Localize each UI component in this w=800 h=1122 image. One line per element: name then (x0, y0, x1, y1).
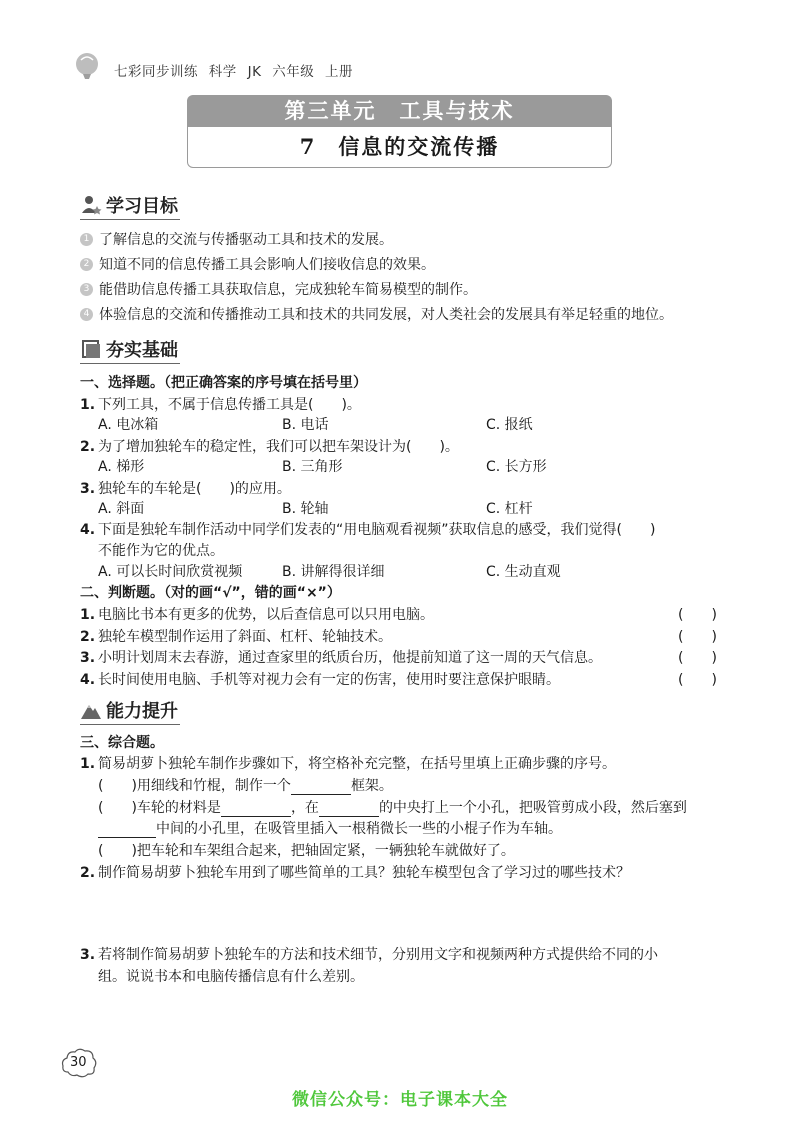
goal-number: 3 (80, 283, 93, 296)
judge-text: 小明计划周末去春游，通过查家里的纸质台历，他提前知道了这一周的天气信息。 (98, 650, 602, 666)
goal-number: 4 (80, 308, 93, 321)
answer-parenthesis[interactable]: ( ) (678, 672, 717, 688)
option-a: A. 斜面 (98, 501, 145, 517)
option-a: A. 梯形 (98, 459, 145, 475)
question-stem: 简易胡萝卜独轮车制作步骤如下，将空格补充完整，在括号里填上正确步骤的序号。 (98, 756, 616, 772)
option-b: B. 电话 (282, 417, 329, 433)
step-text: 的中央打上一个小孔，把吸管剪成小段，然后塞到 (378, 800, 687, 816)
choice-question-3 (80, 478, 291, 498)
step-text: ，在 (290, 800, 319, 816)
section-ability (80, 697, 178, 723)
goal-text: 体验信息的交流和传播推动工具和技术的共同发展，对人类社会的发展具有举足轻重的地位。 (99, 307, 673, 323)
mountain-icon (80, 699, 102, 721)
goal-item (80, 229, 393, 249)
question-stem: 独轮车的车轮是( )的应用。 (98, 481, 291, 497)
person-star-icon (80, 194, 102, 216)
section-ability-title: 能力提升 (106, 701, 178, 722)
question-number: 1. (80, 756, 96, 772)
judge-item (80, 669, 560, 689)
question-stem-continued: 不能作为它的优点。 (98, 543, 224, 559)
goal-text: 了解信息的交流与传播驱动工具和技术的发展。 (99, 232, 393, 248)
question-number: 1. (80, 607, 96, 623)
step-text: ( )用细线和竹棍，制作一个 (98, 778, 291, 794)
comprehensive-heading: 三、综合题。 (80, 735, 164, 751)
section-basics (80, 336, 178, 362)
running-header (114, 60, 353, 80)
book-icon (80, 338, 102, 360)
question-number: 3. (80, 481, 96, 497)
judge-item (80, 647, 602, 667)
subject: 科学 (208, 64, 237, 80)
unit-title: 第三单元 工具与技术 (187, 95, 612, 127)
blank-line[interactable] (98, 823, 156, 838)
judge-text: 长时间使用电脑、手机等对视力会有一定的伤害，使用时要注意保护眼睛。 (98, 672, 560, 688)
option-a: A. 可以长时间欣赏视频 (98, 564, 243, 580)
section-goals (80, 192, 178, 218)
section-basics-underline (80, 363, 180, 364)
goal-item (80, 304, 673, 324)
option-a: A. 电冰箱 (98, 417, 159, 433)
question-text: 若将制作简易胡萝卜独轮车的方法和技术细节，分别用文字和视频两种方式提供给不同的小 (98, 947, 658, 963)
answer-parenthesis[interactable]: ( ) (678, 629, 717, 645)
question-stem: 下面是独轮车制作活动中同学们发表的“用电脑观看视频”获取信息的感受，我们觉得( ) (98, 522, 656, 538)
option-c: C. 长方形 (486, 459, 547, 475)
judge-item (80, 626, 392, 646)
option-c: C. 生动直观 (486, 564, 561, 580)
volume: 上册 (325, 64, 354, 80)
blank-line[interactable] (319, 802, 379, 817)
step-text: 中间的小孔里，在吸管里插入一根稍微长一些的小棍子作为车轴。 (156, 821, 562, 837)
choice-question-4 (80, 519, 655, 539)
comp-question-2 (80, 862, 630, 882)
section-goals-underline (80, 219, 180, 220)
step-1 (98, 775, 393, 795)
goal-number: 2 (80, 258, 93, 271)
judge-text: 独轮车模型制作运用了斜面、杠杆、轮轴技术。 (98, 629, 392, 645)
goal-number: 1 (80, 233, 93, 246)
series-name: 七彩同步训练 (114, 64, 198, 80)
question-stem: 下列工具，不属于信息传播工具是( )。 (98, 397, 361, 413)
blank-line[interactable] (291, 780, 351, 795)
choice-question-1 (80, 394, 361, 414)
lesson-number: 7 (299, 134, 317, 159)
question-number: 2. (80, 439, 96, 455)
step-2 (98, 797, 687, 817)
answer-parenthesis[interactable]: ( ) (678, 607, 717, 623)
goal-item (80, 254, 435, 274)
question-number: 4. (80, 522, 96, 538)
page-number-badge (60, 1046, 98, 1080)
question-number: 3. (80, 947, 96, 963)
option-b: B. 讲解得很详细 (282, 564, 385, 580)
goal-item (80, 279, 477, 299)
balloon-logo-icon (72, 52, 102, 82)
section-basics-title: 夯实基础 (106, 340, 178, 361)
footer-watermark: 微信公众号：电子课本大全 (292, 1090, 508, 1110)
question-stem: 为了增加独轮车的稳定性，我们可以把车架设计为( )。 (98, 439, 459, 455)
goal-text: 能借助信息传播工具获取信息，完成独轮车简易模型的制作。 (99, 282, 477, 298)
step-text: 框架。 (350, 778, 393, 794)
question-text-continued: 组。说说书本和电脑传播信息有什么差别。 (98, 969, 364, 985)
option-c: C. 杠杆 (486, 501, 533, 517)
option-b: B. 轮轴 (282, 501, 329, 517)
question-number: 1. (80, 397, 96, 413)
judge-heading: 二、判断题。（对的画“√”，错的画“×”） (80, 585, 341, 601)
lesson-title (187, 127, 612, 168)
judge-text: 电脑比书本有更多的优势，以后查信息可以只用电脑。 (98, 607, 434, 623)
section-goals-title: 学习目标 (106, 196, 178, 217)
section-ability-underline (80, 724, 180, 725)
comp-question-3 (80, 944, 658, 964)
step-text: ( )车轮的材料是 (98, 800, 221, 816)
blank-line[interactable] (221, 802, 291, 817)
question-number: 2. (80, 629, 96, 645)
judge-item (80, 604, 434, 624)
lesson-name: 信息的交流传播 (338, 134, 500, 159)
step-3: ( )把车轮和车架组合起来，把轴固定紧，一辆独轮车就做好了。 (98, 843, 515, 859)
answer-parenthesis[interactable]: ( ) (678, 650, 717, 666)
choice-heading: 一、选择题。（把正确答案的序号填在括号里） (80, 375, 367, 391)
edition: JK (247, 64, 262, 80)
comp-question-1 (80, 753, 616, 773)
goal-text: 知道不同的信息传播工具会影响人们接收信息的效果。 (99, 257, 435, 273)
question-number: 3. (80, 650, 96, 666)
question-text: 制作简易胡萝卜独轮车用到了哪些简单的工具？独轮车模型包含了学习过的哪些技术？ (98, 865, 630, 881)
question-number: 4. (80, 672, 96, 688)
option-b: B. 三角形 (282, 459, 343, 475)
page-number: 30 (70, 1055, 87, 1070)
grade: 六年级 (272, 64, 315, 80)
step-2-continued (98, 818, 562, 838)
question-number: 2. (80, 865, 96, 881)
option-c: C. 报纸 (486, 417, 533, 433)
choice-question-2 (80, 436, 459, 456)
